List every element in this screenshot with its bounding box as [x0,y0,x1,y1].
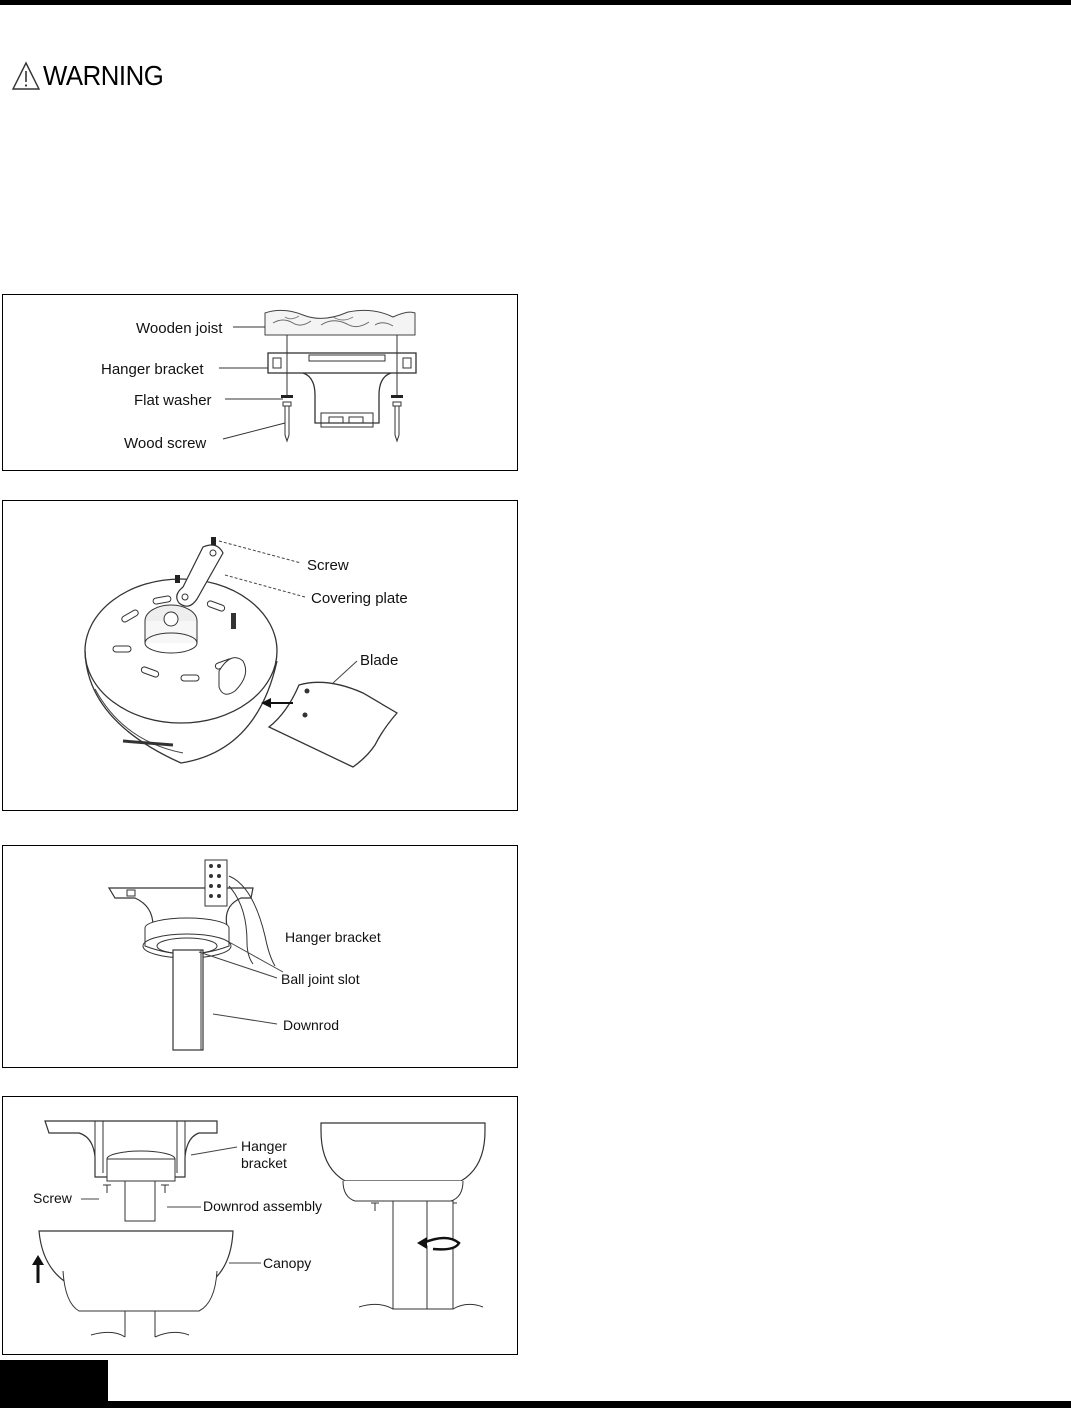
label-bracket: bracket [241,1155,287,1171]
label-screw: Screw [307,557,349,574]
label-wood-screw: Wood screw [124,435,207,452]
footer-rule [0,1401,1071,1408]
figure-hanger-bracket-mounting [2,294,518,471]
label-wooden-joist: Wooden joist [136,320,223,337]
label-canopy: Canopy [263,1255,312,1271]
top-rule [0,0,1071,5]
figure-downrod-ball-joint [2,845,518,1068]
label-screw: Screw [33,1190,72,1206]
figure-canopy-installation [2,1096,518,1355]
label-hanger-bracket: Hanger bracket [101,361,204,378]
warning-heading [11,58,174,94]
label-covering-plate: Covering plate [311,590,408,607]
label-hanger: Hanger [241,1138,287,1154]
label-flat-washer: Flat washer [134,392,212,409]
warning-text: WARNING [43,60,164,91]
label-downrod: Downrod [283,1017,340,1033]
warning-triangle-icon [11,61,41,91]
label-blade: Blade [360,652,399,669]
figure-blade-attachment [2,500,518,811]
label-downrod-assembly: Downrod assembly [203,1198,323,1214]
label-hanger-bracket: Hanger bracket [285,929,381,945]
label-ball-joint-slot: Ball joint slot [281,971,360,987]
